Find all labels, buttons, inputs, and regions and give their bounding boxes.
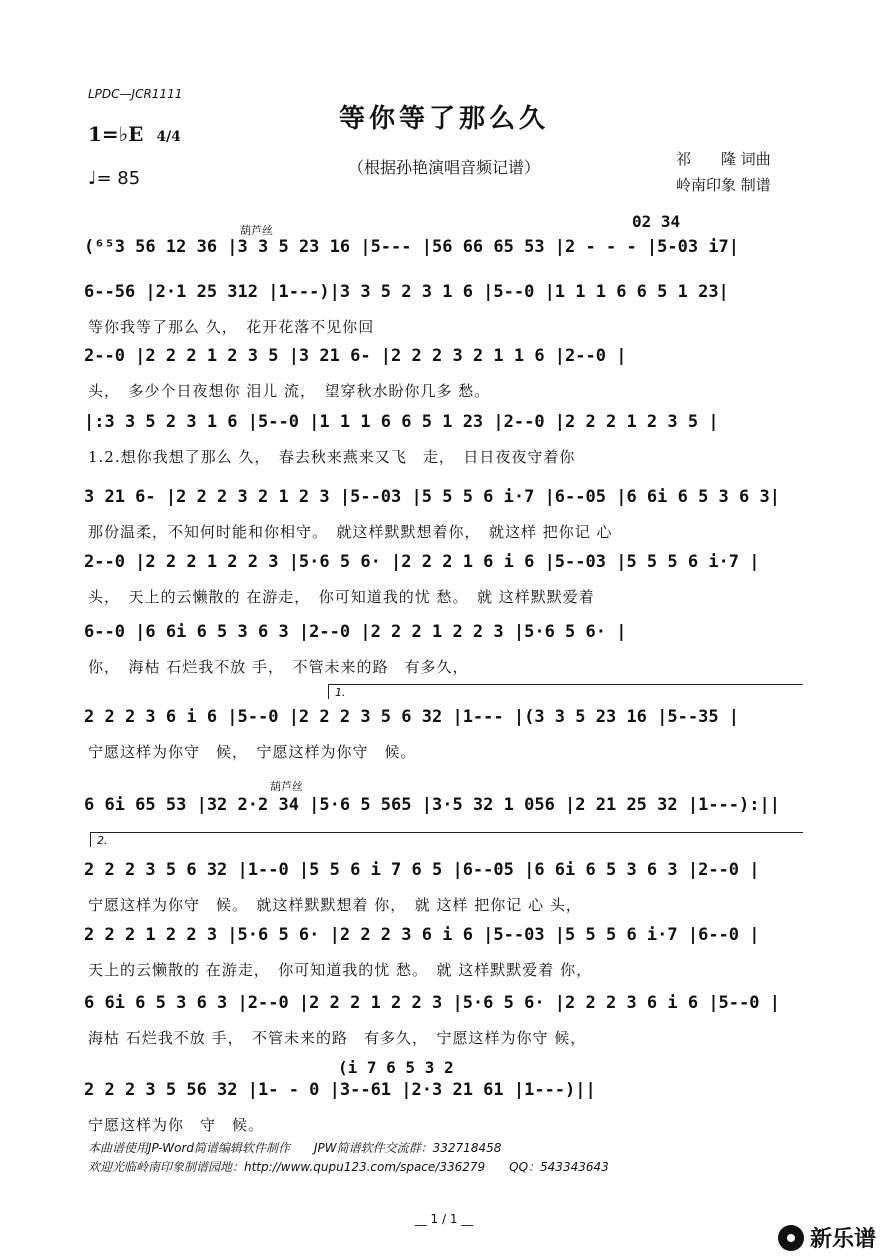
notation-line: |:3 3 5 2 3 1 6 |5--0 |1 1 1 6 6 5 1 23 |2--0 |2 2 2 1 2 3 5 |	[84, 412, 719, 432]
key-signature	[88, 122, 181, 146]
notation-line: 2--0 |2 2 2 1 2 3 5 |3 21 6- |2 2 2 3 2 1 1 6 |2--0 |	[84, 346, 627, 366]
huluse-annotation: 葫芦丝	[240, 224, 273, 237]
page-title: 等你等了那么久	[338, 104, 549, 134]
time-signature: 4/4	[156, 129, 181, 145]
volta-bracket-1: 1.	[328, 684, 803, 699]
notation-line: 6 6i 65 53 |32 2·2 34 |5·6 5 565 |3·5 32 1 056 |2 21 25 32 |1---):||	[84, 795, 780, 815]
notation-line: 6--56 |2·1 25 312 |1---)|3 3 5 2 3 1 6 |5--0 |1 1 1 6 6 5 1 23|	[84, 282, 729, 302]
lyric-line: 宁愿这样为你 守 候。	[88, 1116, 265, 1134]
notation-line: 2 2 2 3 5 6 32 |1--0 |5 5 6 i 7 6 5 |6--05 |6 6i 6 5 3 6 3 |2--0 |	[84, 860, 760, 880]
subtitle: （根据孙艳演唱音频记谱）	[347, 158, 540, 177]
credit-notation: 岭南印象 制谱	[676, 176, 771, 194]
notation-line: 3 21 6- |2 2 2 3 2 1 2 3 |5--03 |5 5 5 6 i·7 |6--05 |6 6i 6 5 3 6 3|	[84, 487, 780, 507]
lyric-line: 宁愿这样为你守 候。 就这样默默想着 你， 就 这样 把你记 心 头，	[88, 896, 582, 914]
lyric-line: 海枯 石烂我不放 手， 不管未来的路 有多久， 宁愿这样为你守 候，	[88, 1029, 587, 1047]
lyric-line: 那份温柔，不知何时能和你相守。 就这样默默想着你， 就这样 把你记 心	[88, 523, 613, 541]
notation-line: 2--0 |2 2 2 1 2 2 3 |5·6 5 6· |2 2 2 1 6 i 6 |5--03 |5 5 5 6 i·7 |	[84, 552, 760, 572]
footer-line-2: 欢迎光临岭南印象制谱园地：http://www.qupu123.com/space/336279 QQ：543343643	[88, 1160, 609, 1174]
notation-line: 2 2 2 1 2 2 3 |5·6 5 6· |2 2 2 3 6 i 6 |5--03 |5 5 5 6 i·7 |6--0 |	[84, 925, 760, 945]
lyric-line: 等你我等了那么 久， 花开花落不见你回	[88, 318, 375, 336]
volta-bracket-2: 2.	[90, 832, 803, 847]
notation-line: 6 6i 6 5 3 6 3 |2--0 |2 2 2 1 2 2 3 |5·6 5 6· |2 2 2 3 6 i 6 |5--0 |	[84, 993, 780, 1013]
credit-lyrics-music: 祁 隆 词曲	[676, 150, 771, 168]
huluse-annotation-2: 葫芦丝	[270, 780, 303, 793]
notation-line: (⁶⁵3 56 12 36 |3 3 5 23 16 |5--- |56 66 65 53 |2 - - - |5-03 i7|	[84, 237, 740, 257]
lyric-line: 头， 天上的云懒散的 在游走， 你可知道我的忧 愁。 就 这样默默爱着	[88, 588, 595, 606]
notation-line: 6--0 |6 6i 6 5 3 6 3 |2--0 |2 2 2 1 2 2 3 |5·6 5 6· |	[84, 622, 627, 642]
site-logo	[778, 1222, 876, 1253]
notation-line: 2 2 2 3 6 i 6 |5--0 |2 2 2 3 5 6 32 |1--- |(3 3 5 23 16 |5--35 |	[84, 707, 740, 727]
final-upper-notes: (i 7 6 5 3 2	[338, 1058, 454, 1077]
notation-line: 2 2 2 3 5 56 32 |1- - 0 |3--61 |2·3 21 61 |1---)||	[84, 1080, 596, 1100]
lyric-line: 头， 多少个日夜想你 泪儿 流， 望穿秋水盼你几多 愁。	[88, 382, 491, 400]
lyric-line: 1.2.想你我想了那么 久， 春去秋来燕来又飞 走， 日日夜夜守着你	[88, 448, 576, 466]
lyric-line: 宁愿这样为你守 候， 宁愿这样为你守 候。	[88, 743, 417, 761]
logo-text: 新乐谱	[809, 1227, 876, 1252]
tempo-marking: ♩= 85	[88, 168, 141, 189]
pickup-notes: 02 34	[632, 212, 681, 231]
lyric-line: 你， 海枯 石烂我不放 手， 不管未来的路 有多久，	[88, 658, 469, 676]
footer-line-1: 本曲谱使用JP-Word简谱编辑软件制作 JPW简谱软件交流群：332718458	[88, 1141, 502, 1155]
lyric-line: 天上的云懒散的 在游走， 你可知道我的忧 愁。 就 这样默默爱着 你，	[88, 961, 593, 979]
score-code: LPDC—JCR1111	[88, 87, 183, 101]
record-disc-icon	[778, 1225, 804, 1251]
page-number: __ 1 / 1 __	[414, 1212, 474, 1226]
key-label: 1=♭E	[88, 122, 144, 146]
